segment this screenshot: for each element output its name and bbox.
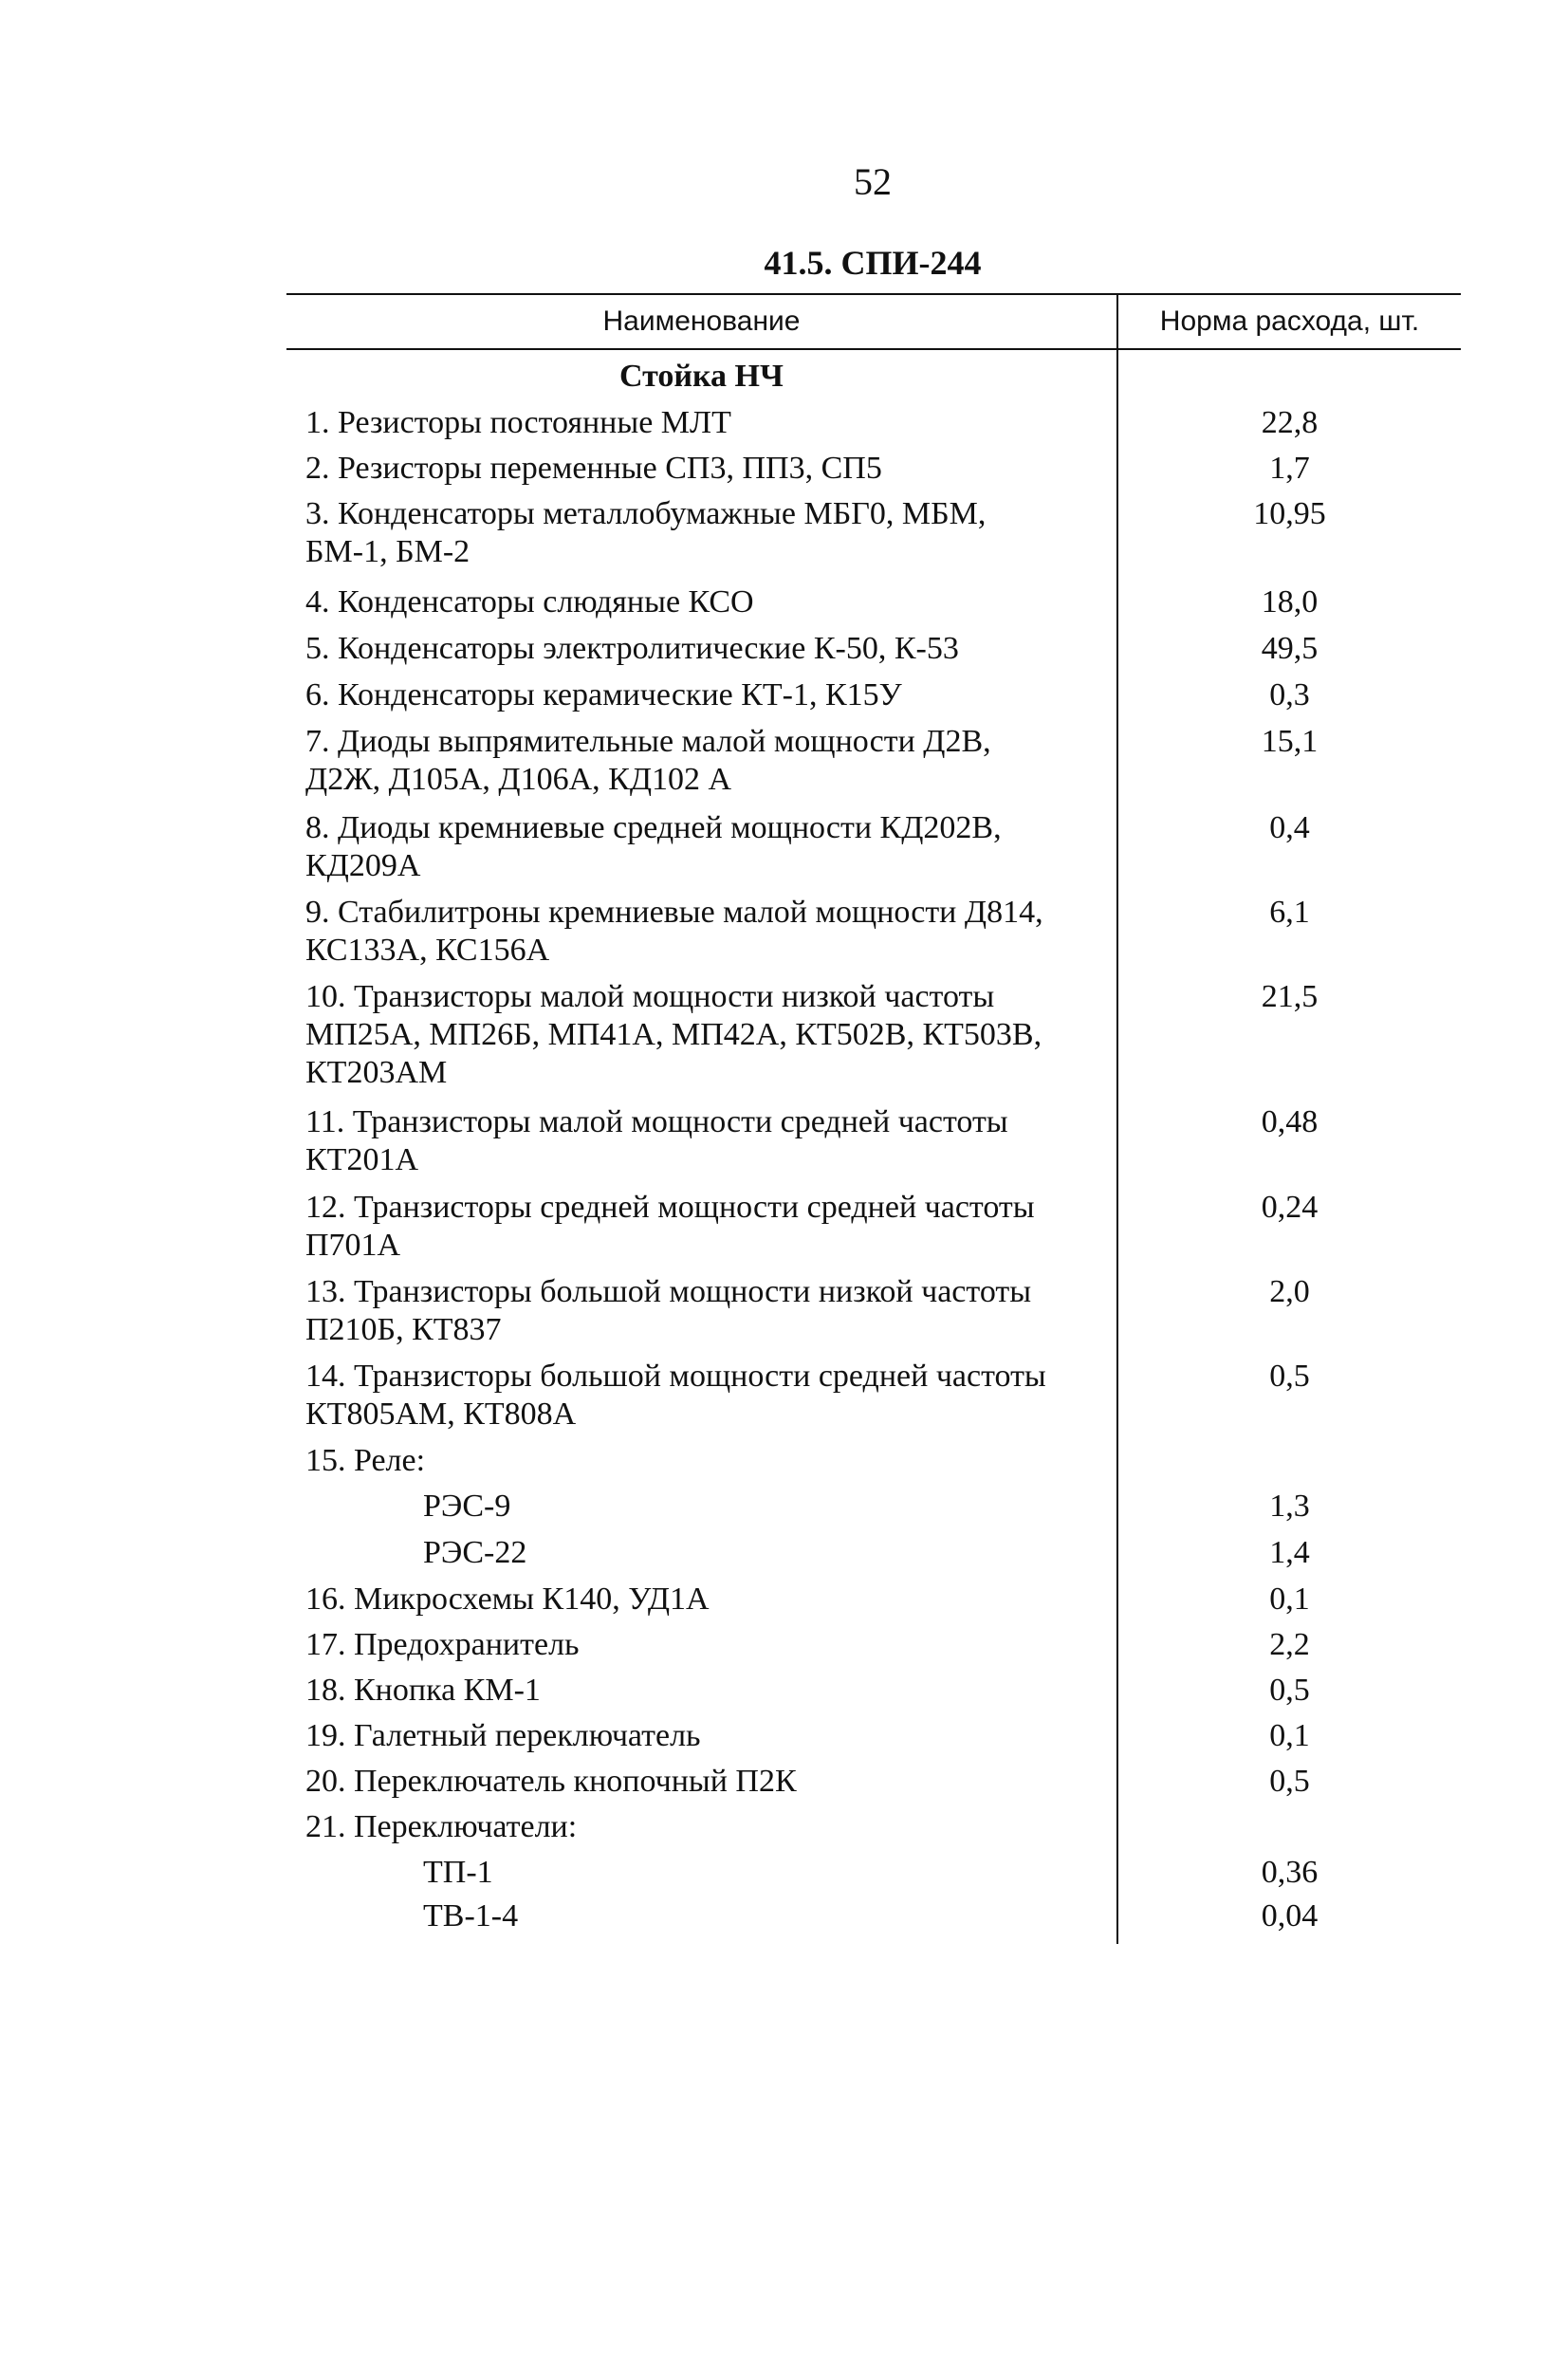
- row-value: 2,2: [1269, 1627, 1310, 1662]
- row-name: 5. Конденсаторы электролитические К-50, К-53: [305, 631, 959, 666]
- row-value: 1,3: [1269, 1489, 1310, 1524]
- row-value: 6,1: [1269, 895, 1310, 930]
- row-name: 13. Транзисторы большой мощности низкой частоты П210Б, КТ837: [305, 1274, 1032, 1347]
- row-value: 0,5: [1269, 1359, 1310, 1394]
- row-value: 2,0: [1269, 1274, 1310, 1309]
- row-name: 20. Переключатель кнопочный П2К: [305, 1764, 797, 1799]
- row-name: 18. Кнопка КМ-1: [305, 1673, 541, 1708]
- row-value: 1,7: [1269, 451, 1310, 486]
- row-name: ТВ-1-4: [423, 1898, 519, 1933]
- row-name: 7. Диоды выпрямительные малой мощности Д2В, Д2Ж, Д105А, Д106А, КД102 А: [305, 724, 991, 797]
- row-value: 0,4: [1269, 810, 1310, 845]
- row-name: 12. Транзисторы средней мощности средней частоты П701А: [305, 1190, 1035, 1263]
- row-name: 1. Резисторы постоянные МЛТ: [305, 405, 731, 440]
- row-value: 22,8: [1261, 405, 1319, 440]
- row-value: 0,04: [1261, 1898, 1319, 1933]
- page-number: 52: [854, 160, 892, 203]
- row-value: 1,4: [1269, 1535, 1310, 1570]
- row-name: ТП-1: [423, 1855, 493, 1890]
- row-name: 21. Переключатели:: [305, 1809, 578, 1844]
- row-value: 0,1: [1269, 1718, 1310, 1753]
- table-title: 41.5. СПИ-244: [764, 244, 982, 282]
- row-name: РЭС-22: [423, 1535, 527, 1570]
- row-value: 0,5: [1269, 1764, 1310, 1799]
- row-value: 15,1: [1261, 724, 1319, 759]
- row-value: 10,95: [1253, 496, 1326, 531]
- row-name: 19. Галетный переключатель: [305, 1718, 701, 1753]
- row-value: 49,5: [1261, 631, 1319, 666]
- row-name: 10. Транзисторы малой мощности низкой частоты МП25А, МП26Б, МП41А, МП42А, КТ502В, КТ503В, КТ203АМ: [305, 979, 1042, 1090]
- row-name: 9. Стабилитроны кремниевые малой мощности Д814, КС133А, КС156А: [305, 895, 1043, 968]
- row-name: 6. Конденсаторы керамические КТ-1, К15У: [305, 677, 902, 712]
- row-name: 11. Транзисторы малой мощности средней частоты КТ201А: [305, 1104, 1008, 1177]
- row-value: 0,48: [1261, 1104, 1319, 1139]
- row-value: 21,5: [1261, 979, 1319, 1014]
- row-value: 0,24: [1261, 1190, 1319, 1225]
- row-name: 4. Конденсаторы слюдяные КСО: [305, 584, 754, 620]
- table-top-rule: [286, 293, 1461, 295]
- column-header-norm: Норма расхода, шт.: [1159, 305, 1420, 337]
- table-header-rule: [286, 348, 1461, 350]
- row-value: 0,5: [1269, 1673, 1310, 1708]
- row-name: 15. Реле:: [305, 1443, 426, 1478]
- row-name: 2. Резисторы переменные СП3, ПП3, СП5: [305, 451, 882, 486]
- section-title: Стойка НЧ: [619, 359, 784, 394]
- row-name: 16. Микросхемы К140, УД1А: [305, 1582, 710, 1617]
- row-value: 0,3: [1269, 677, 1310, 712]
- row-value: 0,36: [1261, 1855, 1319, 1890]
- row-name: 8. Диоды кремниевые средней мощности КД202В, КД209А: [305, 810, 1002, 883]
- row-name: 17. Предохранитель: [305, 1627, 580, 1662]
- row-value: 0,1: [1269, 1582, 1310, 1617]
- column-header-name: Наименование: [602, 305, 801, 337]
- row-name: РЭС-9: [423, 1489, 511, 1524]
- row-name: 3. Конденсаторы металлобумажные МБГ0, МБМ, БМ-1, БМ-2: [305, 496, 987, 569]
- row-name: 14. Транзисторы большой мощности средней частоты КТ805АМ, КТ808А: [305, 1359, 1046, 1432]
- row-value: 18,0: [1261, 584, 1319, 620]
